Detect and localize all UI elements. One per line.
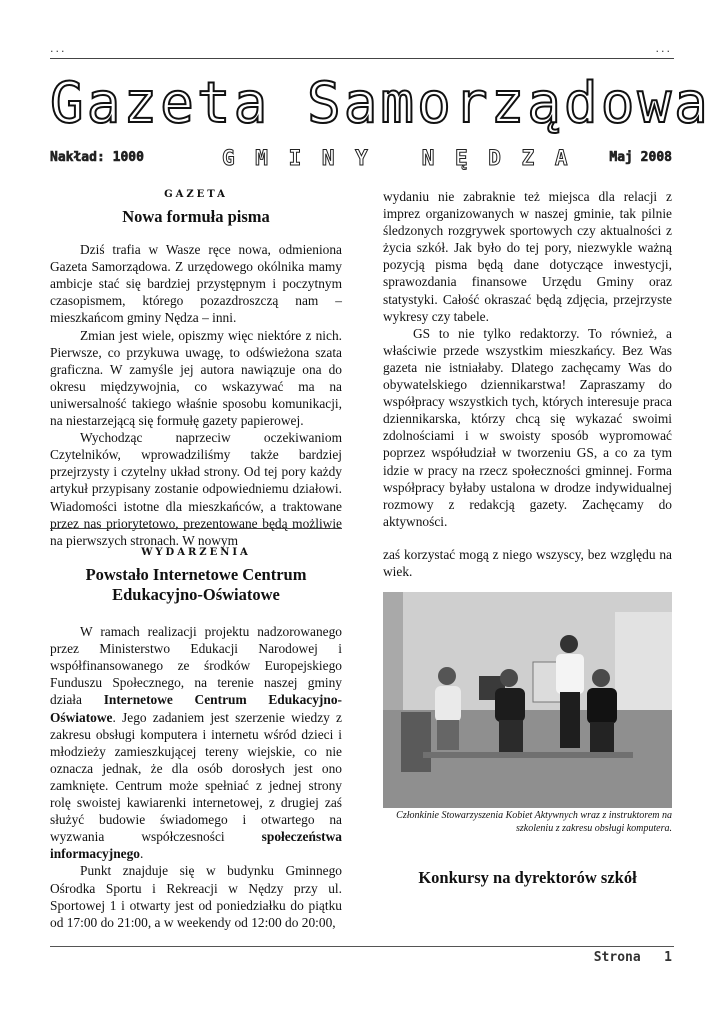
article1-right-column: [383, 188, 672, 530]
article1-p4: wydaniu nie zabraknie też miejsca dla relacji z imprez organizowanych w naszej gminie, tak pilnie śledzonych rozgrywek sportowych czy aktualności z życia szkół. Jak było do tej pory, niezwykle ważną pozycją pisma będą dane dotyczące inwestycji, sprawozdania finansowe Urzędu Gminy oraz statystyki. Całość okraszać będą zdjęcia, przejrzyste wykresy czy tabele.: [383, 189, 672, 324]
article1-section: GAZETA: [164, 189, 228, 200]
article1-p2: Zmian jest wiele, opiszmy więc niektóre z nich. Pierwsze, co przykuwa uwagę, to odświeżona szata graficzna. W zamyśle jej autora nawiązuje ona do okresu międzywojnia, co wskazywać ma na uniwersalność takiego właśnie sposobu komunikacji, na niestarzejącą się formułę gazety papierowej.: [50, 327, 342, 429]
event-photo: [383, 592, 672, 808]
article2-left-column: [50, 544, 342, 931]
footer-rule: [50, 946, 674, 947]
header-dots-right: ...: [655, 42, 672, 55]
article2-title: Powstało Internetowe Centrum Edukacyjno-Oświatowe: [85, 565, 307, 605]
masthead-title: Gazeta Samorządowa: [50, 71, 711, 136]
article1-p5: GS to nie tylko redaktorzy. To również, a właściwie przede wszystkim mieszkańcy. Bez Was gazeta nie istniałaby. Dlatego zachęcamy Was do obywatelskiego dziennikarstwa! Zapraszamy do współpracy wszystkich tych, których interesuje praca dziennikarska, którzy chcą się wykazać swoimi zdolnościami i w swoisty sposób wypromować poprzez współudział w tworzeniu GS, a co za tym idzie w pracy na rzecz społeczności gminnej. Forma współpracy byłaby ustalona w drodze indywidualnej rozmowy z redakcją gazety. Zachęcamy do aktywności.: [383, 325, 672, 529]
article2-p1-end: .: [140, 846, 144, 862]
top-rule: [50, 58, 674, 59]
page-label: Strona: [593, 950, 641, 965]
article2-p1-bold: Internetowe Centrum Edukacyjno-Oświatowe: [50, 692, 342, 725]
region-name: G M I N Y N Ę D Z A: [222, 146, 572, 170]
article1-paragraph: [50, 429, 342, 549]
event-photo-illustration: [383, 592, 672, 808]
article2-continuation: zaś korzystać mogą z niego wszyscy, bez względu na wiek.: [383, 547, 672, 580]
issue-date: Maj 2008: [609, 150, 672, 165]
article1-p3: Wychodząc naprzeciw oczekiwaniom Czytelników, wprowadziliśmy także bardziej przejrzysty i czytelny układ strony. Od tej pory każdy artykuł przypisany zostanie odpowiedniemu działowi. Wiadomości istotne dla mieszkańców, a traktowane przez nas priorytetowo, prezentowane będą możliwie na pierwszych stronach. W nowym: [50, 430, 342, 548]
header-dots-left: ...: [50, 42, 67, 55]
article2-p1-text2: . Jego zadaniem jest szerzenie wiedzy z zakresu obsługi komputera i internetu wśród dzieci i młodzieży zamieszkującej tereny wiejskie, co nie oznacza jednak, że dla osób dorosłych jest ono zamknięte. Centrum może spełniać z jednej strony rolę swoistej kawiarenki internetowej, z drugiej zaś służyć budowie świadomego i otwartego na wyzwania współczesności: [50, 709, 342, 845]
article2-paragraph: [50, 623, 342, 862]
article1-paragraph: [50, 241, 342, 326]
page-number: 1: [664, 950, 672, 965]
article3-title: Konkursy na dyrektorów szkół: [418, 868, 637, 887]
article2-p2: Punkt znajduje się w budynku Gminnego Ośrodka Sportu i Rekreacji w Nędzy przy ul. Sportowej 1 i otwarty jest od poniedziałku do piątku od 17:00 do 21:00, a w weekendy od 12:00 do 20:00,: [50, 863, 342, 930]
section-divider: [50, 528, 342, 529]
article1-title: Nowa formuła pisma: [122, 207, 270, 227]
article1-p1: Dziś trafia w Wasze ręce nowa, odmieniona Gazeta Samorządowa. Z urzędowego okólnika mamy ambicje stać się bardziej przystępnym i poczytnym czasopismem, którego pozazdroszczą nam – mieszkańcom gminy Nędza – inni.: [50, 242, 342, 326]
article2-section: WYDARZENIA: [141, 547, 251, 558]
article1-left-column: [50, 186, 342, 549]
page-footer: [594, 950, 672, 965]
photo-caption: Członkinie Stowarzyszenia Kobiet Aktywnych wraz z instruktorem na szkoleniu z zakresu obsługi komputera.: [396, 810, 672, 834]
print-run: Nakład: 1000: [50, 150, 144, 165]
article1-paragraph: [50, 327, 342, 430]
article2-p1-bold2: społeczeństwa informacyjnego: [50, 829, 342, 862]
article2-p1-text: W ramach realizacji projektu nadzorowanego przez Ministerstwo Edukacji Narodowej i współfinansowanego ze środków Europejskiego Funduszu Społecznego, na terenie naszej gminy działa: [50, 624, 342, 708]
